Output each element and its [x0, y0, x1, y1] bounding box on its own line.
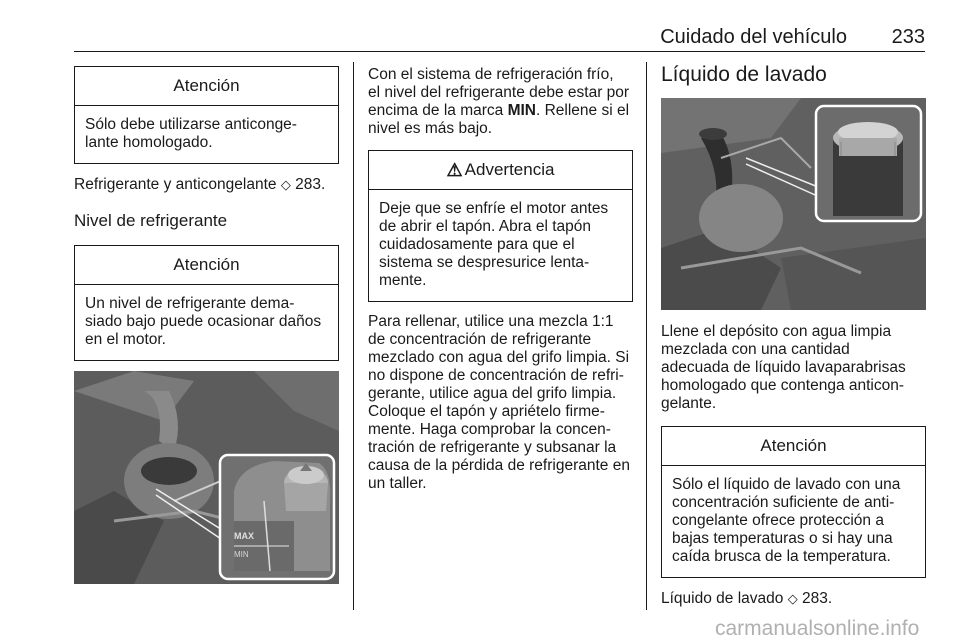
page-header	[74, 22, 925, 52]
column-middle	[368, 66, 633, 493]
warning-body: Deje que se enfríe el motor antes de abrir el tapón. Abra el tapón cuidadosamente para que el sistema se despresurice lenta- mente.	[379, 200, 609, 289]
attention-heading: Atención	[75, 67, 338, 106]
attention-box	[74, 66, 339, 164]
paragraph-text: . Rellene si el nivel es más bajo.	[368, 102, 630, 137]
coolant-tank-illustration	[74, 371, 339, 584]
watermark: carmanualsonline.info	[715, 617, 920, 640]
attention-body: Sólo debe utilizarse anticonge- lante homologado.	[85, 116, 297, 151]
column-divider	[353, 62, 354, 610]
attention-body: Sólo el líquido de lavado con una concentración suficiente de anti- congelante ofrece protección a bajas temperaturas o si hay una caída brusca de la temperatura.	[672, 476, 901, 565]
tank-min-label: MIN	[234, 550, 249, 559]
warning-icon: ⚠	[446, 159, 463, 180]
coolant-reference	[74, 176, 339, 194]
refill-paragraph: Para rellenar, utilice una mezcla 1:1 de concentración de refrigerante mezclado con agua del grifo limpia. Si no dispone de concentración de refri- gerante, utilice agua del grifo limpia. Coloque el tapón y apriételo firme- mente. Haga comprobar la concen- tración de refrigerante y subsanar la causa de la pérdida de refrigerante en un taller.	[368, 313, 630, 492]
page-number: 233	[891, 26, 925, 48]
section-subheading: Nivel de refrigerante	[74, 211, 228, 230]
attention-heading: Atención	[75, 246, 338, 285]
attention-body: Un nivel de refrigerante dema- siado bajo puede ocasionar daños en el motor.	[85, 295, 322, 348]
column-divider	[646, 62, 647, 610]
tank-max-label: MAX	[234, 531, 254, 541]
paragraph-text: Con el sistema de refrigeración frío, el nivel del refrigerante debe estar por encima de la marca	[368, 66, 630, 119]
coolant-level-paragraph	[368, 66, 633, 138]
attention-box	[74, 245, 339, 361]
washer-reservoir-illustration	[661, 98, 926, 310]
reference-page: 283.	[295, 176, 326, 193]
reference-text: Líquido de lavado	[661, 590, 784, 607]
reference-page: 283.	[802, 590, 833, 607]
attention-box	[661, 426, 926, 578]
warning-heading	[369, 151, 632, 190]
washer-fill-paragraph: Llene el depósito con agua limpia mezclada con una cantidad adecuada de líquido lavaparabrisas homologado que contenga anticon- gelante.	[661, 323, 906, 412]
min-mark-text: MIN	[507, 102, 536, 119]
washer-reference	[661, 590, 926, 608]
header-title: Cuidado del vehículo	[660, 26, 847, 48]
warning-box	[368, 150, 633, 302]
attention-heading: Atención	[662, 427, 925, 466]
reference-text: Refrigerante y anticongelante	[74, 176, 277, 193]
column-right	[661, 63, 926, 608]
page-reference-icon: ◇	[787, 591, 798, 606]
column-left	[74, 66, 339, 584]
section-title: Líquido de lavado	[661, 63, 827, 86]
warning-heading-text: Advertencia	[464, 160, 555, 179]
page-reference-icon: ◇	[280, 177, 291, 192]
